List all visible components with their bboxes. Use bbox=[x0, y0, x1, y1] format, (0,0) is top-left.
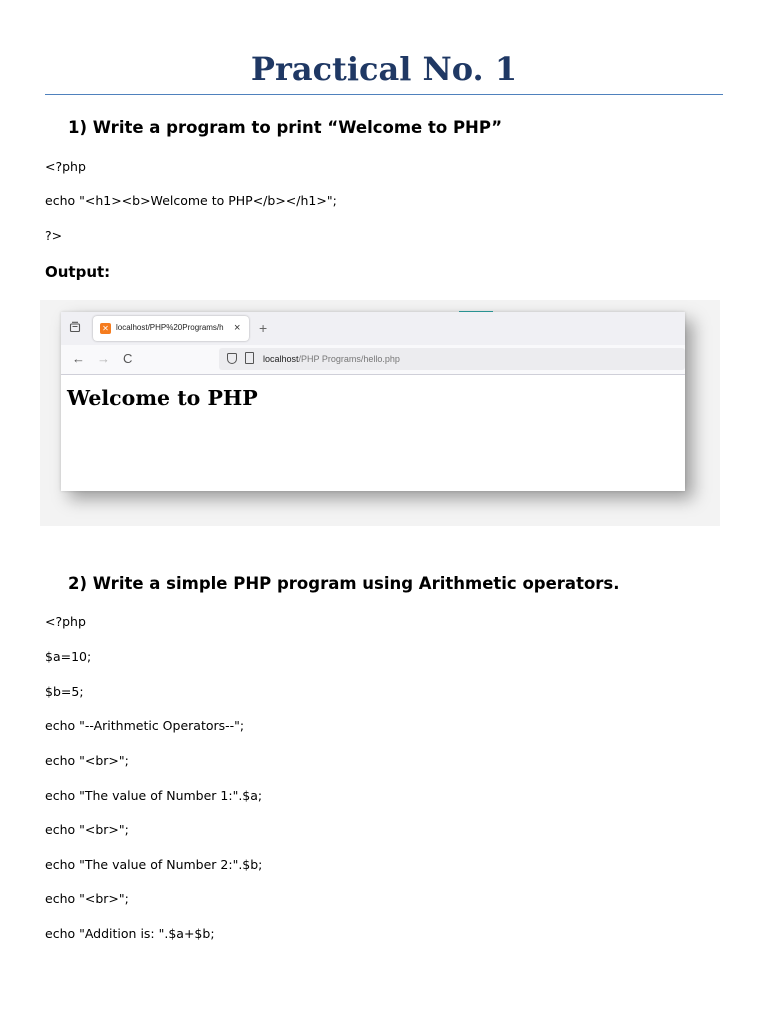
browser-tab-bar bbox=[61, 312, 685, 345]
q1-code-line-1: <?php bbox=[45, 159, 86, 174]
browser-tab[interactable] bbox=[93, 316, 249, 341]
q2-code-line-7: echo "<br>"; bbox=[45, 822, 129, 837]
back-arrow-icon[interactable]: ← bbox=[72, 351, 85, 366]
rendered-heading: Welcome to PHP bbox=[67, 386, 258, 410]
reload-icon[interactable]: C bbox=[123, 351, 133, 366]
output-label: Output: bbox=[45, 263, 111, 281]
xampp-icon: ✕ bbox=[100, 323, 111, 334]
url-text[interactable] bbox=[263, 353, 400, 365]
q2-code-line-8: echo "The value of Number 2:".$b; bbox=[45, 857, 263, 872]
browser-nav-bar bbox=[61, 345, 685, 375]
url-host: localhost bbox=[263, 354, 299, 364]
q1-code-line-2: echo "<h1><b>Welcome to PHP</b></h1>"; bbox=[45, 193, 337, 208]
q2-code-line-3: $b=5; bbox=[45, 684, 84, 699]
question-2-heading: 2) Write a simple PHP program using Arithmetic operators. bbox=[68, 574, 620, 593]
question-1-heading: 1) Write a program to print “Welcome to PHP” bbox=[68, 118, 503, 137]
shield-icon[interactable] bbox=[227, 353, 237, 364]
close-icon[interactable]: × bbox=[234, 322, 241, 334]
q2-code-line-6: echo "The value of Number 1:".$a; bbox=[45, 788, 263, 803]
page-icon[interactable] bbox=[245, 352, 254, 364]
tab-list-icon[interactable] bbox=[69, 321, 81, 333]
q1-code-line-3: ?> bbox=[45, 228, 63, 243]
title-divider bbox=[45, 94, 723, 95]
forward-arrow-icon[interactable]: → bbox=[97, 351, 110, 366]
output-browser-screenshot bbox=[61, 312, 685, 491]
browser-page-content bbox=[61, 375, 685, 491]
q2-code-line-10: echo "Addition is: ".$a+$b; bbox=[45, 926, 215, 941]
address-bar[interactable] bbox=[219, 348, 685, 370]
q2-code-line-2: $a=10; bbox=[45, 649, 92, 664]
url-path: /PHP Programs/hello.php bbox=[298, 354, 400, 364]
tab-title: localhost/PHP%20Programs/h bbox=[116, 323, 224, 332]
q2-code-line-9: echo "<br>"; bbox=[45, 891, 129, 906]
page-title: Practical No. 1 bbox=[250, 50, 518, 88]
q2-code-line-1: <?php bbox=[45, 614, 86, 629]
q2-code-line-4: echo "--Arithmetic Operators--"; bbox=[45, 718, 245, 733]
q2-code-line-5: echo "<br>"; bbox=[45, 753, 129, 768]
new-tab-button[interactable]: + bbox=[259, 320, 268, 336]
